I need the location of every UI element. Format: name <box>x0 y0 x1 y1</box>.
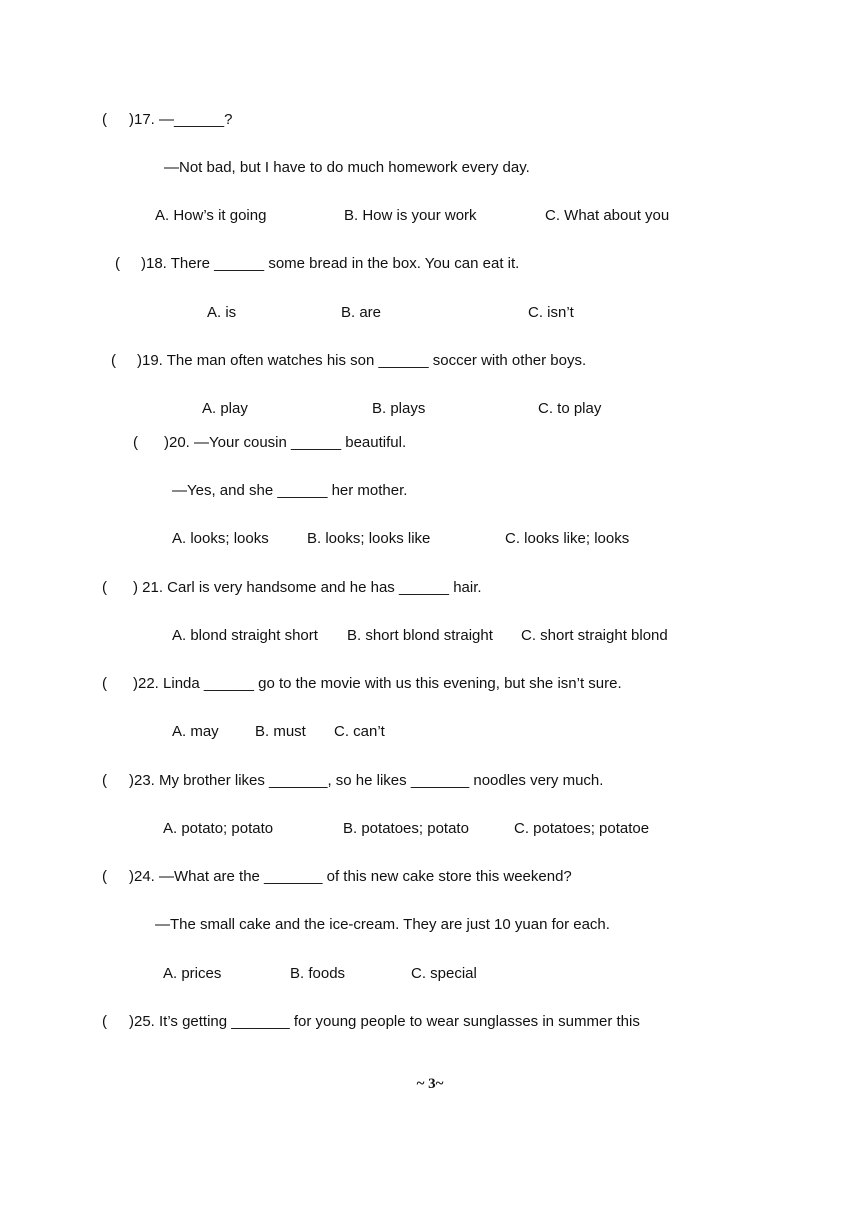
option-b: B. potatoes; potato <box>343 820 469 837</box>
question-text: )17. —______? <box>129 111 233 128</box>
option-c: C. can’t <box>334 723 385 740</box>
option-a: A. is <box>207 304 237 321</box>
question-text: )23. My brother likes _______, so he likes _______ noodles very much. <box>129 772 604 789</box>
answer-paren: ( <box>102 772 107 789</box>
option-a: A. prices <box>163 965 222 982</box>
option-c: C. What about you <box>545 207 670 224</box>
question-text: )22. Linda ______ go to the movie with us this evening, but she isn’t sure. <box>133 675 622 692</box>
option-c: C. to play <box>538 400 602 417</box>
option-b: B. are <box>341 304 382 321</box>
option-a: A. How’s it going <box>155 207 267 224</box>
answer-paren: ( <box>133 434 138 451</box>
answer-paren: ( <box>102 675 107 692</box>
answer-paren: ( <box>102 579 107 596</box>
question-text: )20. —Your cousin ______ beautiful. <box>164 434 407 451</box>
option-c: C. short straight blond <box>521 627 668 644</box>
question-reply: —Yes, and she ______ her mother. <box>172 482 408 499</box>
option-b: B. foods <box>290 965 346 982</box>
answer-paren: ( <box>102 111 107 128</box>
question-text: )25. It’s getting _______ for young people to wear sunglasses in summer this <box>129 1013 640 1030</box>
question-text: )24. —What are the _______ of this new cake store this weekend? <box>129 868 572 885</box>
question-reply: —Not bad, but I have to do much homework every day. <box>164 159 530 176</box>
option-b: B. short blond straight <box>347 627 493 644</box>
option-c: C. looks like; looks <box>505 530 630 547</box>
option-a: A. blond straight short <box>172 627 318 644</box>
question-text: )19. The man often watches his son ______ soccer with other boys. <box>137 352 587 369</box>
page-number: ~ 3~ <box>416 1076 444 1092</box>
answer-paren: ( <box>102 1013 107 1030</box>
option-c: C. potatoes; potatoe <box>514 820 650 837</box>
option-a: A. looks; looks <box>172 530 269 547</box>
option-b: B. plays <box>372 400 426 417</box>
question-reply: —The small cake and the ice-cream. They are just 10 yuan for each. <box>155 916 610 933</box>
option-a: A. play <box>202 400 248 417</box>
answer-paren: ( <box>102 868 107 885</box>
option-a: A. may <box>172 723 219 740</box>
question-text: ) 21. Carl is very handsome and he has ______ hair. <box>133 579 482 596</box>
option-a: A. potato; potato <box>163 820 274 837</box>
option-b: B. must <box>255 723 306 740</box>
option-c: C. isn’t <box>528 304 574 321</box>
option-b: B. How is your work <box>344 207 477 224</box>
answer-paren: ( <box>111 352 116 369</box>
answer-paren: ( <box>115 255 120 272</box>
question-text: )18. There ______ some bread in the box. You can eat it. <box>141 255 520 272</box>
option-c: C. special <box>411 965 477 982</box>
option-b: B. looks; looks like <box>307 530 431 547</box>
